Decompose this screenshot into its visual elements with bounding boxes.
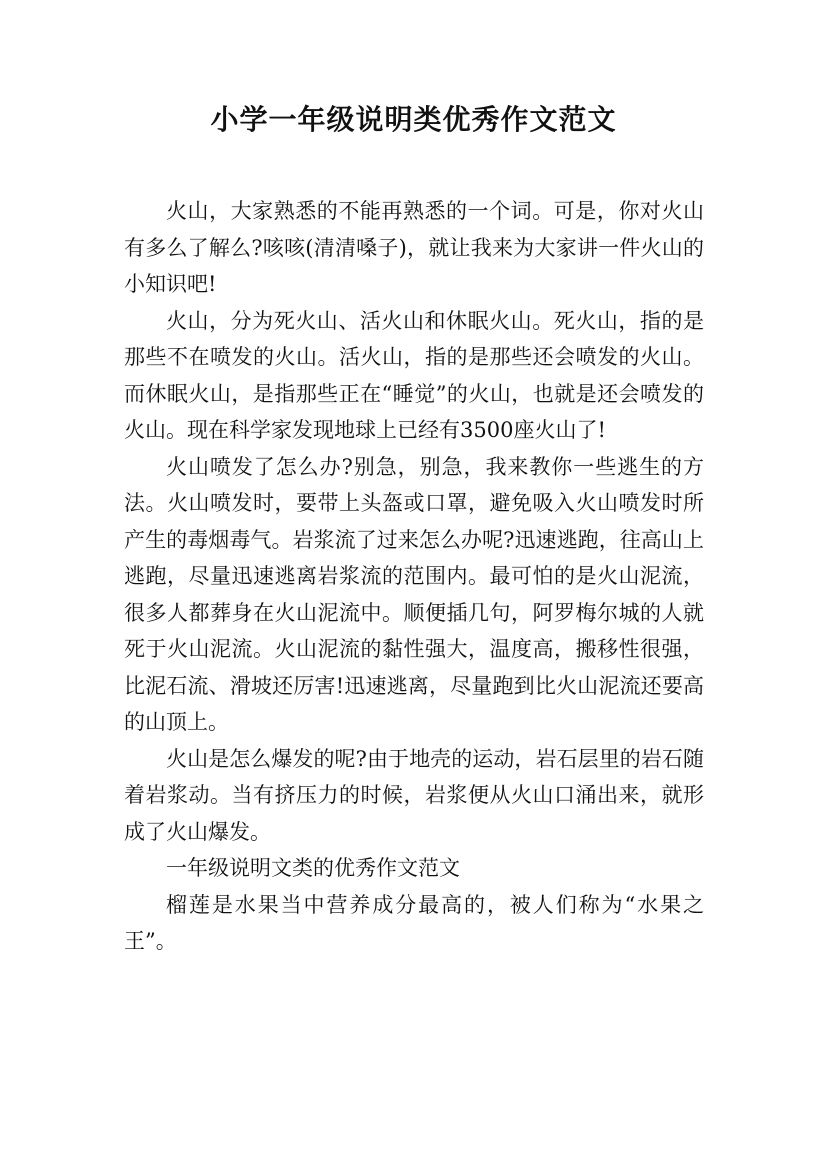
paragraph: 火山是怎么爆发的呢?由于地壳的运动，岩石层里的岩石随着岩浆动。当有挤压力的时候，岩浆便从火山口涌出来，就形成了火山爆发。 [124, 746, 704, 844]
section-heading: 一年级说明文类的优秀作文范文 [166, 856, 460, 880]
paragraph: 火山喷发了怎么办?别急，别急，我来教你一些逃生的方法。火山喷发时，要带上头盔或口罩，避免吸入火山喷发时所产生的毒烟毒气。岩浆流了过来怎么办呢?迅速逃跑，往高山上逃跑，尽量迅速逃离岩浆流的范围内。最可怕的是火山泥流，很多人都葬身在火山泥流中。顺便插几句，阿罗梅尔城的人就死于火山泥流。火山泥流的黏性强大，温度高，搬移性很强，比泥石流、滑坡还厉害!迅速逃离，尽量跑到比火山泥流还要高的山顶上。 [124, 454, 704, 734]
document-body [124, 193, 704, 960]
document-title: 小学一年级说明类优秀作文范文 [210, 103, 617, 136]
paragraph: 火山，大家熟悉的不能再熟悉的一个词。可是，你对火山有多么了解么?咳咳(清清嗓子)，就让我来为大家讲一件火山的小知识吧! [124, 199, 704, 296]
paragraph: 火山，分为死火山、活火山和休眠火山。死火山，指的是那些不在喷发的火山。活火山，指的是那些还会喷发的火山。而休眠火山，是指那些正在“睡觉”的火山，也就是还会喷发的火山。现在科学家发现地球上已经有3500座火山了! [124, 308, 704, 442]
paragraph: 榴莲是水果当中营养成分最高的，被人们称为“水果之王”。 [124, 892, 704, 953]
